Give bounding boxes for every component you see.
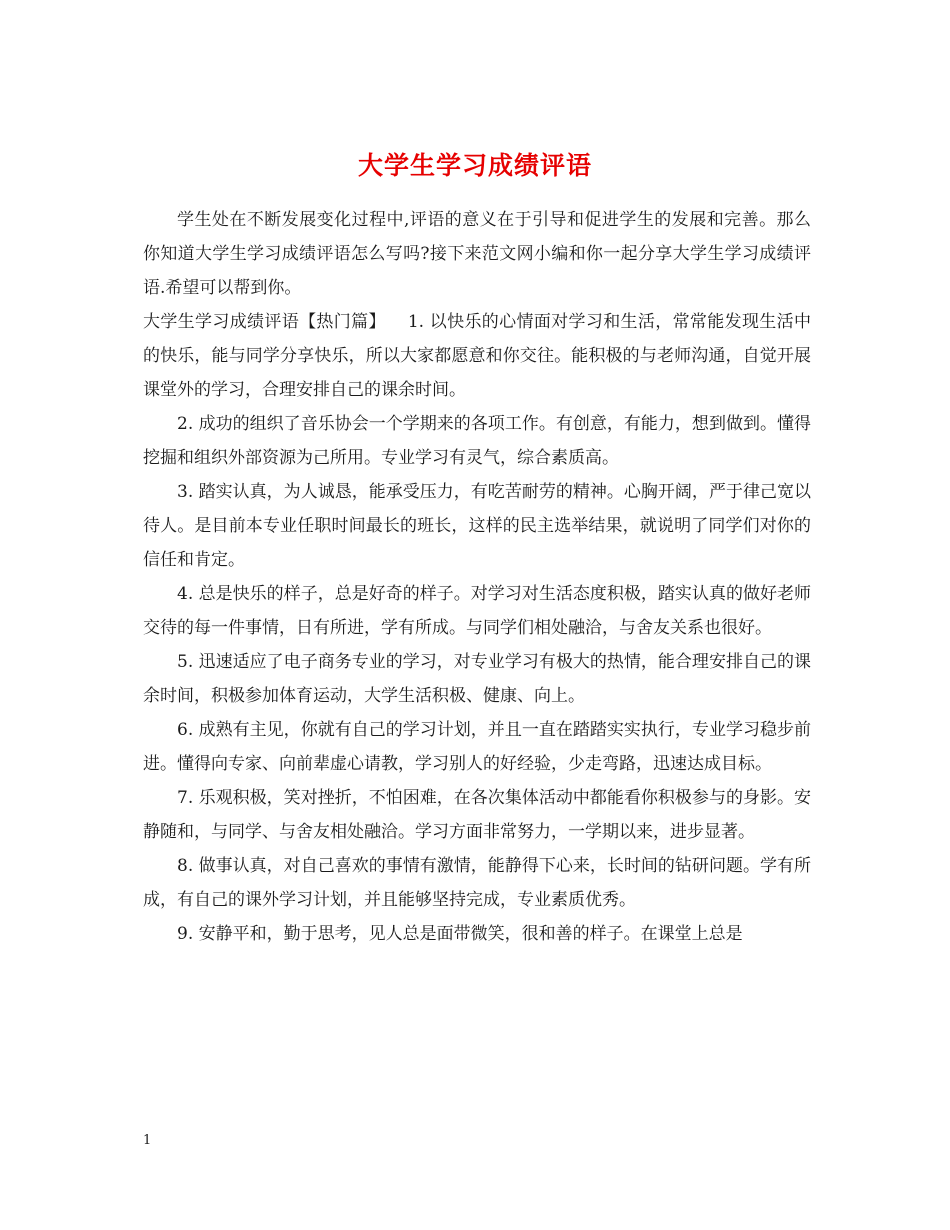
comment-item-5: 5. 迅速适应了电子商务专业的学习，对专业学习有极大的热情，能合理安排自己的课余时间，积极参加体育运动，大学生活积极、健康、向上。 (143, 652, 811, 706)
page-title: 大学生学习成绩评语 (357, 150, 592, 180)
section-paragraph-1 (143, 305, 811, 407)
comment-item-3: 3. 踏实认真，为人诚恳，能承受压力，有吃苦耐劳的精神。心胸开阔，严于律己宽以待人。是目前本专业任职时间最长的班长，这样的民主选举结果，就说明了同学们对你的信任和肯定。 (143, 482, 811, 570)
intro-paragraph: 学生处在不断发展变化过程中,评语的意义在于引导和促进学生的发展和完善。那么你知道大学生学习成绩评语怎么写吗?接下来范文网小编和你一起分享大学生学习成绩评语.希望可以帮到你。 (143, 210, 811, 298)
section-label: 大学生学习成绩评语【热门篇】 (143, 312, 386, 332)
comment-item-1: 1. 以快乐的心情面对学习和生活，常常能发现生活中的快乐，能与同学分享快乐，所以大家都愿意和你交往。能积极的与老师沟通，自觉开展课堂外的学习，合理安排自己的课余时间。 (143, 312, 811, 400)
comment-item-8: 8. 做事认真，对自己喜欢的事情有激情，能静得下心来，长时间的钻研问题。学有所成，有自己的课外学习计划，并且能够坚持完成，专业素质优秀。 (143, 856, 811, 910)
comment-item-7: 7. 乐观积极，笑对挫折，不怕困难，在各次集体活动中都能看你积极参与的身影。安静随和，与同学、与舍友相处融洽。学习方面非常努力，一学期以来，进步显著。 (143, 788, 811, 842)
comment-item-2: 2. 成功的组织了音乐协会一个学期来的各项工作。有创意，有能力，想到做到。懂得挖掘和组织外部资源为己所用。专业学习有灵气，综合素质高。 (143, 414, 811, 468)
document-body (143, 203, 811, 951)
comment-item-9: 9. 安静平和，勤于思考，见人总是面带微笑，很和善的样子。在课堂上总是 (177, 924, 743, 944)
comment-item-4: 4. 总是快乐的样子，总是好奇的样子。对学习对生活态度积极，踏实认真的做好老师交待的每一件事情，日有所进，学有所成。与同学们相处融洽，与舍友关系也很好。 (143, 584, 811, 638)
page-number: 1 (143, 1133, 152, 1148)
comment-item-6: 6. 成熟有主见，你就有自己的学习计划，并且一直在踏踏实实执行，专业学习稳步前进。懂得向专家、向前辈虚心请教，学习别人的好经验，少走弯路，迅速达成目标。 (143, 720, 811, 774)
